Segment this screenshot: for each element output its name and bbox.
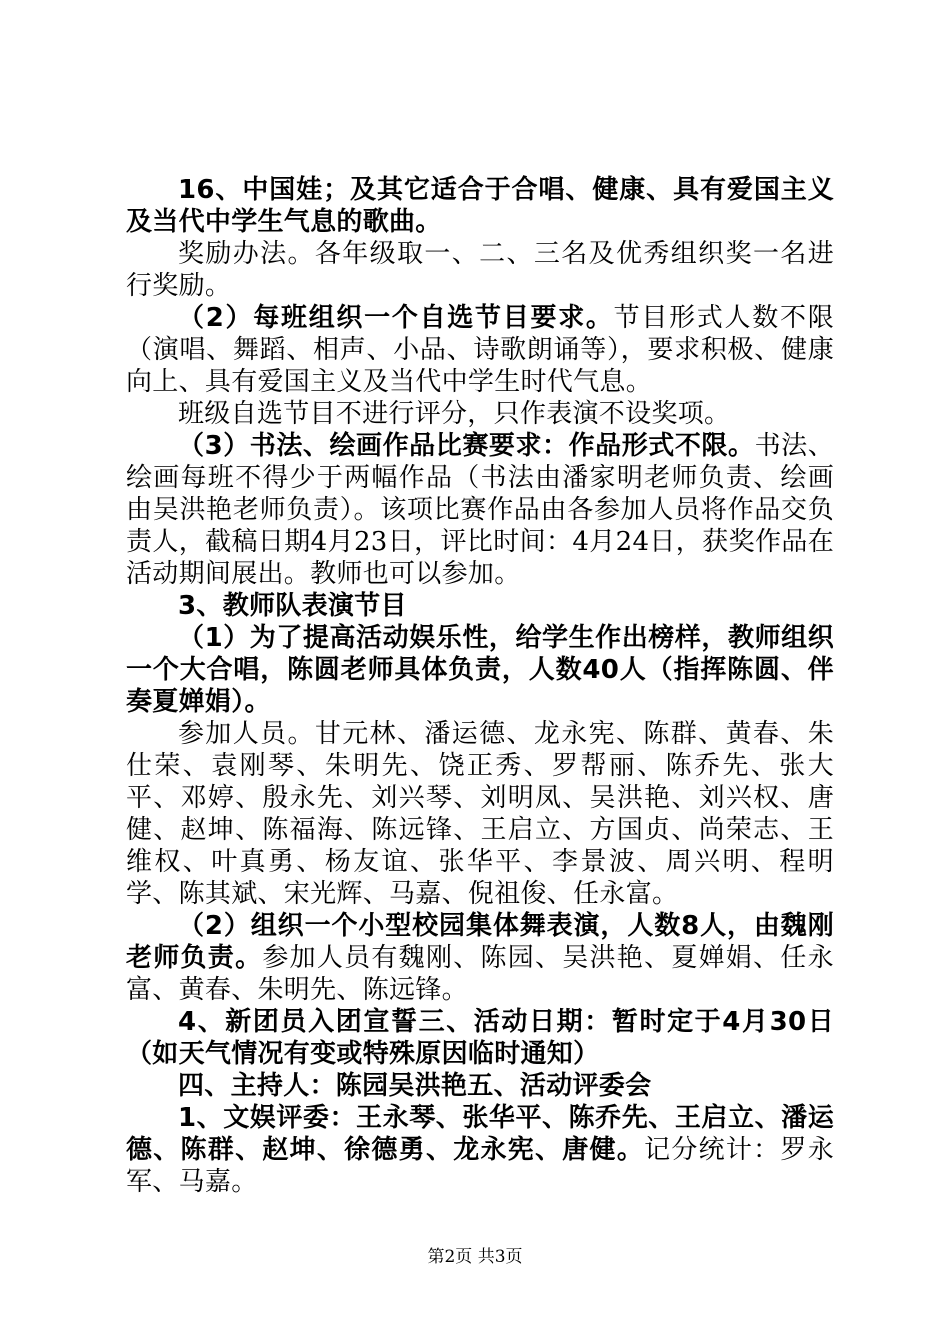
- paragraph-hosts: [126, 1070, 834, 1102]
- page-number: 第2页 共3页: [427, 1247, 523, 1267]
- paragraph-group-dance: [126, 910, 834, 1006]
- paragraph-bold-text: 4、新团员入团宣誓三、活动日期：暂时定于4月30日（如天气情况有变或特殊原因临时通知）: [126, 1007, 834, 1069]
- document-body: [126, 174, 834, 1198]
- paragraph-bold-text: 四、主持人：陈园吴洪艳五、活动评委会: [178, 1071, 652, 1101]
- paragraph-class-program: [126, 302, 834, 398]
- paragraph-teacher-chorus: [126, 622, 834, 718]
- paragraph-song-list: [126, 174, 834, 238]
- paragraph-bold-text: （1）为了提高活动娱乐性，给学生作出榜样，教师组织一个大合唱，陈圆老师具体负责，人数40人（指挥陈圆、伴奏夏婵娟）。: [126, 623, 834, 717]
- paragraph-bold-text: 16、中国娃；及其它适合于合唱、健康、具有爱国主义及当代中学生气息的歌曲。: [126, 175, 834, 237]
- paragraph-bold-text: （3）书法、绘画作品比赛要求：作品形式不限。: [178, 431, 755, 461]
- paragraph-plain-text: 书法、绘画每班不得少于两幅作品（书法由潘家明老师负责、绘画由吴洪艳老师负责）。该项比赛作品由各参加人员将作品交负责人，截稿日期4月23日，评比时间：4月24日，获奖作品在活动期间展出。教师也可以参加。: [126, 431, 834, 589]
- paragraph-oath-and-date: [126, 1006, 834, 1070]
- heading-teacher-performance: [126, 590, 834, 622]
- paragraph-plain-text: 记分统计：罗永军、马嘉。: [126, 1135, 834, 1197]
- paragraph-bold-text: 3、教师队表演节目: [178, 591, 407, 621]
- paragraph-bold-text: （2）组织一个小型校园集体舞表演，人数8人，由魏刚老师负责。: [126, 911, 834, 973]
- paragraph-no-scoring: [126, 398, 834, 430]
- paragraph-judges: [126, 1102, 834, 1198]
- paragraph-plain-text: 班级自选节目不进行评分，只作表演不设奖项。: [178, 399, 731, 429]
- paragraph-plain-text: 奖励办法。各年级取一、二、三名及优秀组织奖一名进行奖励。: [126, 239, 834, 301]
- paragraph-bold-text: 1、文娱评委：王永琴、张华平、陈乔先、王启立、潘运德、陈群、赵坤、徐德勇、龙永宪、唐健。: [126, 1103, 834, 1165]
- paragraph-calligraphy-painting: [126, 430, 834, 590]
- paragraph-plain-text: 节目形式人数不限（演唱、舞蹈、相声、小品、诗歌朗诵等），要求积极、健康向上、具有爱国主义及当代中学生时代气息。: [126, 303, 834, 397]
- paragraph-plain-text: 参加人员有魏刚、陈园、吴洪艳、夏婵娟、任永富、黄春、朱明先、陈远锋。: [126, 943, 834, 1005]
- paragraph-bold-text: （2）每班组织一个自选节目要求。: [178, 303, 614, 333]
- paragraph-chorus-members: [126, 718, 834, 910]
- paragraph-plain-text: 参加人员。甘元林、潘运德、龙永宪、陈群、黄春、朱仕荣、袁刚琴、朱明先、饶正秀、罗帮丽、陈乔先、张大平、邓婷、殷永先、刘兴琴、刘明凤、吴洪艳、刘兴权、唐健、赵坤、陈福海、陈远锋、王启立、方国贞、尚荣志、王维权、叶真勇、杨友谊、张华平、李景波、周兴明、程明学、陈其斌、宋光辉、马嘉、倪祖俊、任永富。: [126, 719, 834, 909]
- paragraph-award-method: [126, 238, 834, 302]
